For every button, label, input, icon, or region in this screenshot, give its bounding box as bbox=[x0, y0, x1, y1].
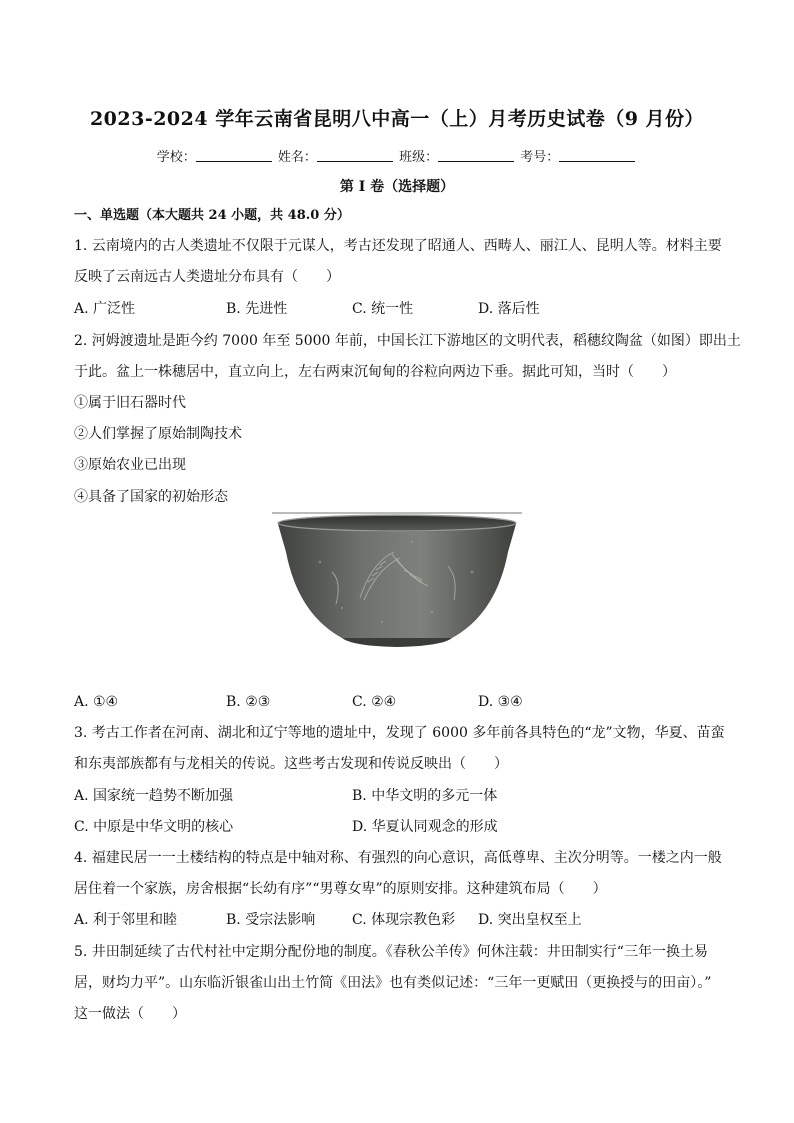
name-blank[interactable] bbox=[317, 149, 393, 162]
number-blank[interactable] bbox=[559, 149, 635, 162]
question-5-line-2: 居，财均力平”。山东临沂银雀山出土竹简《田法》也有类似记述：“三年一更赋田（更换授与的田亩）。” bbox=[74, 975, 712, 991]
question-2-option-b[interactable]: B. ②③ bbox=[226, 694, 271, 710]
class-blank[interactable] bbox=[438, 149, 514, 162]
question-2-option-a[interactable]: A. ①④ bbox=[74, 694, 119, 710]
part-heading: 一、单选题（本大题共 24 小题，共 48.0 分） bbox=[74, 208, 350, 223]
question-5-line-3: 这一做法（ ） bbox=[74, 1006, 186, 1022]
question-2-line-1: 2. 河姆渡遗址是距今约 7000 年至 5000 年前，中国长江下游地区的文明代表，稻穗纹陶盆（如图）即出土 bbox=[74, 333, 741, 349]
section-title: 第 I 卷（选择题） bbox=[339, 179, 455, 195]
question-3-line-1: 3. 考古工作者在河南、湖北和辽宁等地的遗址中，发现了 6000 多年前各具特色的“龙”文物，华夏、苗蛮 bbox=[74, 725, 725, 741]
question-1-line-2: 反映了云南远古人类遗址分布具有（ ） bbox=[74, 269, 340, 285]
school-label: 学校： bbox=[156, 150, 196, 165]
question-2-statement-2: ②人们掌握了原始制陶技术 bbox=[74, 426, 242, 442]
question-2-statement-3: ③原始农业已出现 bbox=[74, 457, 186, 473]
question-4-option-a[interactable]: A. 利于邻里和睦 bbox=[74, 912, 178, 928]
question-1-option-b[interactable]: B. 先进性 bbox=[226, 301, 288, 317]
number-label: 考号： bbox=[520, 150, 560, 165]
student-info-row bbox=[0, 146, 794, 165]
pottery-bowl-figure bbox=[272, 512, 522, 652]
class-label: 班级： bbox=[399, 150, 439, 165]
question-4-option-c[interactable]: C. 体现宗教色彩 bbox=[352, 912, 456, 928]
question-2-option-d[interactable]: D. ③④ bbox=[478, 694, 523, 710]
question-2-statement-4: ④具备了国家的初始形态 bbox=[74, 489, 228, 505]
question-5-line-1: 5. 井田制延续了古代村社中定期分配份地的制度。《春秋公羊传》何休注载：井田制实行“三年一换土易 bbox=[74, 944, 708, 960]
question-3-option-c[interactable]: C. 中原是中华文明的核心 bbox=[74, 819, 234, 835]
question-4-line-2: 居住着一个家族，房舍根据“长幼有序”“男尊女卑”的原则安排。这种建筑布局（ ） bbox=[74, 881, 607, 897]
question-4-option-b[interactable]: B. 受宗法影响 bbox=[226, 912, 316, 928]
question-2-option-c[interactable]: C. ②④ bbox=[352, 694, 397, 710]
question-3-option-d[interactable]: D. 华夏认同观念的形成 bbox=[352, 819, 498, 835]
school-blank[interactable] bbox=[196, 149, 272, 162]
question-4-option-d[interactable]: D. 突出皇权至上 bbox=[478, 912, 582, 928]
question-2-statement-1: ①属于旧石器时代 bbox=[74, 395, 186, 411]
question-3-line-2: 和东夷部族都有与龙相关的传说。这些考古发现和传说反映出（ ） bbox=[74, 756, 508, 772]
question-3-option-b[interactable]: B. 中华文明的多元一体 bbox=[352, 788, 498, 804]
question-1-option-c[interactable]: C. 统一性 bbox=[352, 301, 414, 317]
pottery-bowl-illustration bbox=[272, 512, 522, 652]
question-3-option-a[interactable]: A. 国家统一趋势不断加强 bbox=[74, 788, 234, 804]
question-1-line-1: 1. 云南境内的古人类遗址不仅限于元谋人，考古还发现了昭通人、西畴人、丽江人、昆明人等。材料主要 bbox=[74, 238, 722, 254]
exam-title: 2023-2024 学年云南省昆明八中高一（上）月考历史试卷（9 月份） bbox=[89, 108, 705, 130]
name-label: 姓名： bbox=[277, 150, 317, 165]
question-4-line-1: 4. 福建民居一一土楼结构的特点是中轴对称、有强烈的向心意识，高低尊卑、主次分明等。一楼之内一般 bbox=[74, 850, 722, 866]
question-1-option-d[interactable]: D. 落后性 bbox=[478, 301, 540, 317]
question-1-option-a[interactable]: A. 广泛性 bbox=[74, 301, 136, 317]
question-2-line-2: 于此。盆上一株穗居中，直立向上，左右两束沉甸甸的谷粒向两边下垂。据此可知，当时（ ） bbox=[74, 364, 676, 380]
